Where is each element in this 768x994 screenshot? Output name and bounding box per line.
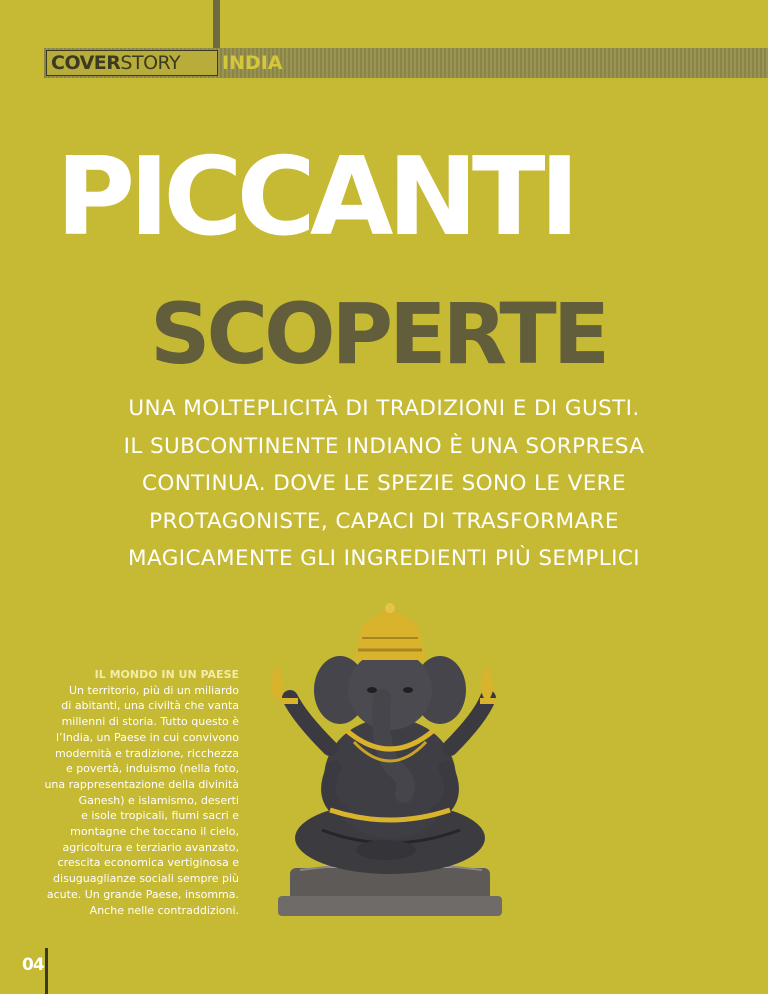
caption-line: e isole tropicali, fiumi sacri e bbox=[81, 809, 239, 823]
section-label-light: STORY bbox=[120, 52, 181, 74]
caption-line: Ganesh) e islamismo, deserti bbox=[78, 793, 239, 807]
section-topic: INDIA bbox=[222, 52, 283, 74]
headline-line-1: PICCANTI bbox=[56, 135, 574, 260]
ganesh-statue-image bbox=[250, 598, 510, 918]
section-label-bold: COVER bbox=[51, 52, 121, 74]
caption-line: agricoltura e terziario avanzato, bbox=[62, 840, 239, 854]
caption-line: l’India, un Paese in cui convivono bbox=[56, 730, 239, 744]
caption-line: modernità e tradizione, ricchezza bbox=[55, 746, 239, 760]
page-number-rule bbox=[45, 948, 48, 994]
standfirst-line: MAGICAMENTE GLI INGREDIENTI PIÙ SEMPLICI bbox=[128, 546, 640, 571]
caption-line: Un territorio, più di un miliardo bbox=[68, 683, 239, 697]
caption-line: montagne che toccano il cielo, bbox=[70, 825, 239, 839]
caption-line: Anche nelle contraddizioni. bbox=[89, 903, 239, 917]
standfirst-line: IL SUBCONTINENTE INDIANO È UNA SORPRESA bbox=[123, 433, 645, 459]
caption-title: IL MONDO IN UN PAESE bbox=[94, 668, 239, 681]
standfirst-line: PROTAGONISTE, CAPACI DI TRASFORMARE bbox=[149, 508, 619, 534]
top-vertical-rule bbox=[213, 0, 220, 52]
standfirst-line: CONTINUA. DOVE LE SPEZIE SONO LE VERE bbox=[141, 471, 627, 496]
section-label-box bbox=[46, 50, 218, 76]
caption-line: e povertà, induismo (nella foto, bbox=[65, 762, 239, 776]
photo-caption bbox=[22, 667, 239, 918]
headline-line-2: SCOPERTE bbox=[150, 285, 607, 383]
standfirst-line: UNA MOLTEPLICITÀ DI TRADIZIONI E DI GUSTI. bbox=[128, 396, 640, 421]
caption-line: disuguaglianze sociali sempre più bbox=[53, 872, 239, 886]
page-number: 04 bbox=[22, 955, 44, 975]
caption-line: di abitanti, una civiltà che vanta bbox=[61, 699, 239, 713]
standfirst bbox=[70, 390, 698, 578]
caption-line: crescita economica vertiginosa e bbox=[57, 856, 239, 870]
caption-line: millenni di storia. Tutto questo è bbox=[61, 715, 239, 729]
caption-line: una rappresentazione della divinità bbox=[44, 777, 239, 791]
caption-line: acute. Un grande Paese, insomma. bbox=[46, 887, 239, 901]
